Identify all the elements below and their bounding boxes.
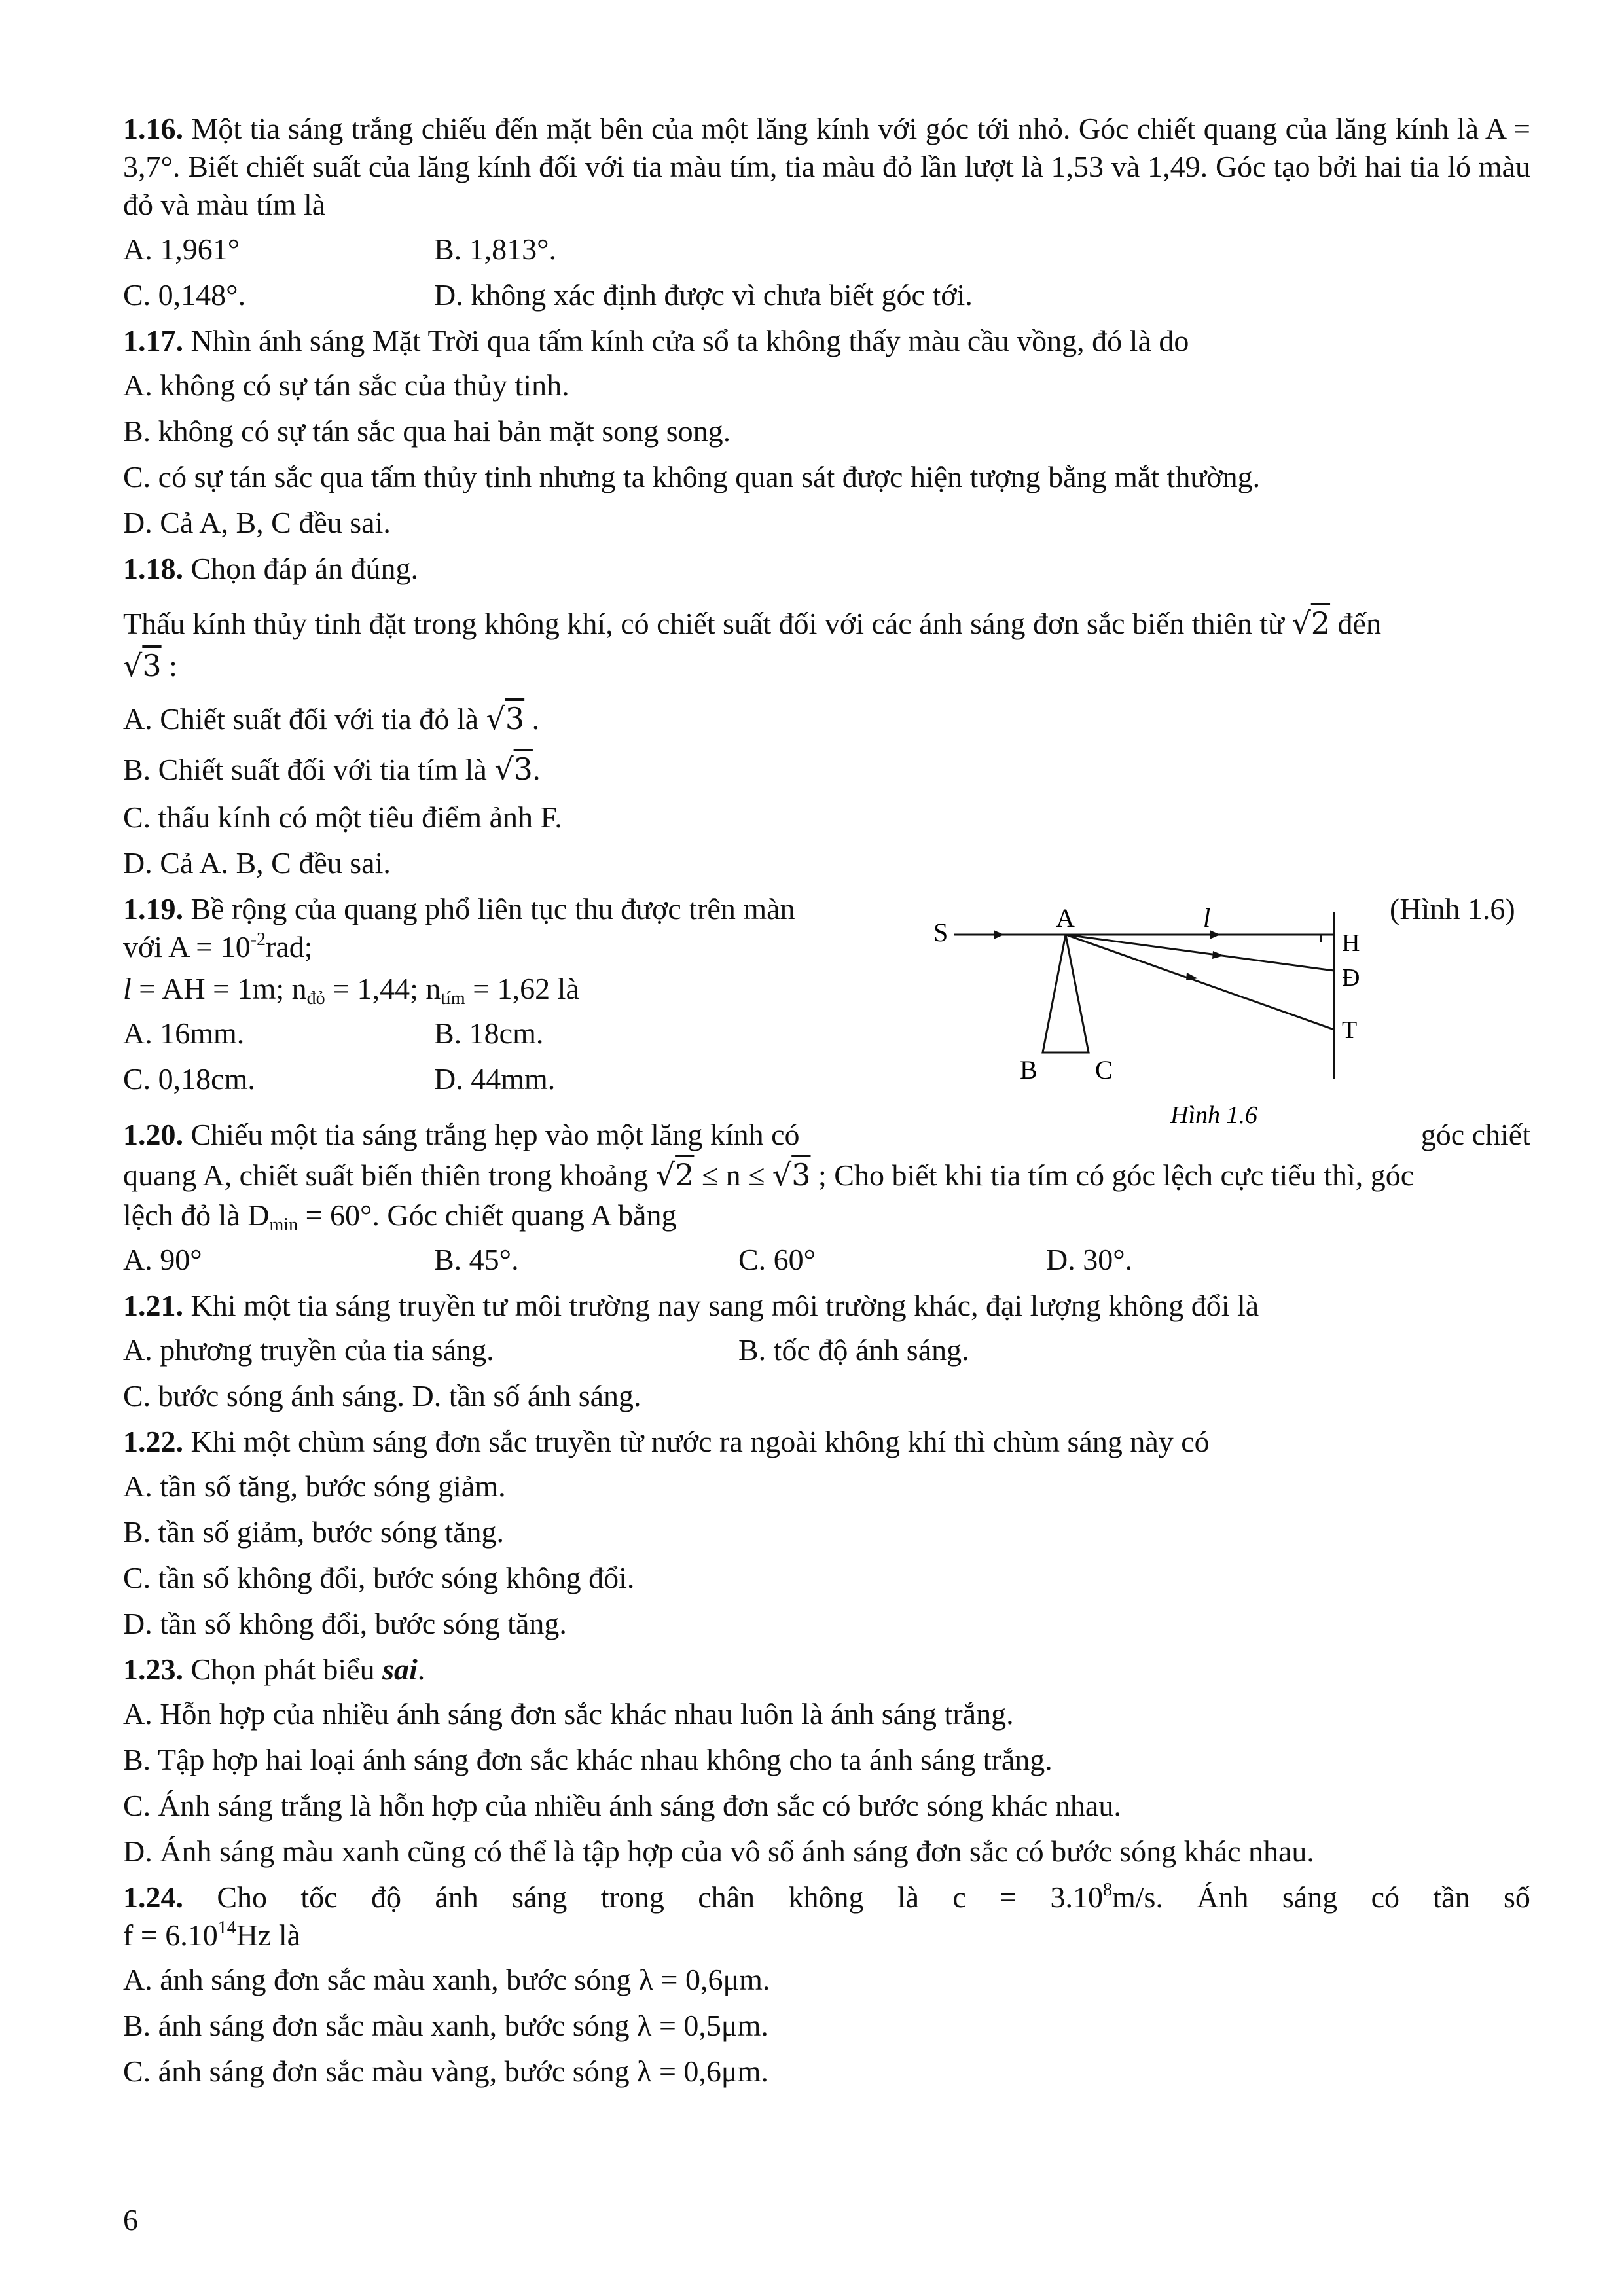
- question-number: 1.17.: [123, 324, 183, 357]
- option-a: A. 16mm.: [123, 1016, 245, 1050]
- word: có: [1371, 1880, 1400, 1914]
- arrow-icon: [994, 930, 1004, 939]
- page-number: 6: [123, 2203, 138, 2236]
- option-c: C. bước sóng ánh sáng.: [123, 1379, 405, 1412]
- superscript: 14: [217, 1918, 236, 1938]
- sqrt-3: √3: [494, 751, 533, 787]
- option-b: B. 1,813°.: [434, 232, 557, 266]
- option-a: A. ánh sáng đơn sắc màu xanh, bước sóng λ = 0,6μm.: [123, 1963, 770, 1996]
- sqrt-3: √3: [772, 1157, 811, 1193]
- word: Ánh: [1197, 1880, 1249, 1914]
- superscript: 8: [1102, 1880, 1112, 1900]
- option-c: C. thấu kính có một tiêu điểm ảnh F.: [123, 800, 562, 834]
- question-1-21: [123, 1287, 1530, 1325]
- word: Cho: [217, 1880, 268, 1914]
- option-c: C. 0,148°.: [123, 278, 246, 312]
- question-1-23: [123, 1651, 1530, 1689]
- label-s: S: [933, 918, 948, 947]
- emphasis: sai: [382, 1653, 418, 1686]
- option-b: B. tốc độ ánh sáng.: [738, 1333, 969, 1367]
- option-d: D. không xác định được vì chưa biết góc tới.: [434, 278, 973, 312]
- text: Hz là: [236, 1918, 301, 1952]
- sqrt-2: √2: [1291, 605, 1331, 641]
- question-number: 1.16.: [123, 112, 183, 145]
- option-a: [123, 698, 1530, 740]
- word: số: [1503, 1880, 1530, 1914]
- violet-ray: [1066, 935, 1334, 1030]
- options-row: [123, 1241, 1530, 1279]
- question-text: Chiếu một tia sáng trắng hẹp vào một lăng kính có: [190, 1118, 800, 1151]
- option-b: [123, 748, 1530, 791]
- question-number: 1.19.: [123, 892, 183, 925]
- question-number: 1.18.: [123, 552, 183, 585]
- option-c: C. có sự tán sắc qua tấm thủy tinh nhưng ta không quan sát được hiện tượng bằng mắt thường.: [123, 460, 1261, 493]
- question-text: Bề rộng của quang phổ liên tục thu được trên màn: [190, 892, 795, 925]
- question-line: [123, 970, 909, 1008]
- label-a: A: [1056, 903, 1075, 933]
- text: .: [417, 1653, 425, 1686]
- option-a: A. phương truyền của tia sáng.: [123, 1333, 494, 1367]
- text: ; Cho biết khi tia tím có góc lệch cực tiểu thì, góc: [818, 1158, 1415, 1192]
- text: = 1,44; n: [325, 972, 441, 1005]
- option-d: D. 44mm.: [434, 1062, 556, 1096]
- figure-caption: Hình 1.6: [1170, 1102, 1257, 1129]
- question-number: 1.20.: [123, 1118, 183, 1151]
- question-1-19-text: [123, 890, 909, 1106]
- question-1-22: [123, 1423, 1530, 1461]
- option-d: D. tần số không đổi, bước sóng tăng.: [123, 1607, 567, 1640]
- question-text: Chọn phát biểu: [190, 1653, 375, 1686]
- word: c: [952, 1880, 966, 1914]
- arrow-icon: [1212, 951, 1224, 959]
- question-text: Khi một tia sáng truyền tư môi trường nay sang môi trường khác, đại lượng không đổi là: [190, 1289, 1259, 1322]
- option-c: C. tần số không đổi, bước sóng không đổi.: [123, 1561, 635, 1594]
- arrow-icon: [1210, 930, 1220, 939]
- options-row: [123, 230, 1530, 268]
- symbol-l: l: [123, 972, 132, 1005]
- page-content: [123, 110, 1530, 2098]
- sqrt-2: √2: [655, 1157, 695, 1193]
- label-d: Đ: [1342, 964, 1360, 992]
- option-text: .: [532, 753, 541, 786]
- radicand: 2: [1310, 605, 1331, 641]
- question-line: [123, 1196, 1530, 1234]
- word: là: [897, 1880, 920, 1914]
- radicand: 3: [142, 648, 162, 683]
- inequality: ≤ n ≤: [694, 1158, 772, 1192]
- question-text: Khi một chùm sáng đơn sắc truyền từ nước ra ngoài không khí thì chùm sáng này có: [190, 1425, 1210, 1458]
- word: =: [1000, 1880, 1017, 1914]
- option-d: D. Cả A. B, C đều sai.: [123, 846, 391, 880]
- option-text: A. Chiết suất đối với tia đỏ là: [123, 702, 479, 736]
- red-ray: [1066, 935, 1334, 971]
- option-d: D. Ánh sáng màu xanh cũng có thể là tập hợp của vô số ánh sáng đơn sắc có bước sóng khác nhau.: [123, 1835, 1314, 1868]
- subscript: đỏ: [306, 988, 325, 1009]
- option-b: B. ánh sáng đơn sắc màu xanh, bước sóng λ = 0,5μm.: [123, 2009, 768, 2042]
- option-b: B. 18cm.: [434, 1016, 544, 1050]
- text: rad;: [266, 930, 313, 963]
- question-line: [123, 890, 909, 928]
- option-b: B. Tập hợp hai loại ánh sáng đơn sắc khác nhau không cho ta ánh sáng trắng.: [123, 1743, 1053, 1776]
- stem-text: Thấu kính thủy tinh đặt trong không khí, có chiết suất đối với các ánh sáng đơn sắc biến thiên từ: [123, 607, 1284, 640]
- question-1-19: [123, 890, 1530, 1129]
- sqrt-3: √3: [486, 701, 525, 736]
- prism-figure: [928, 895, 1399, 1131]
- radicand: 3: [791, 1157, 811, 1193]
- word: tốc: [300, 1880, 338, 1914]
- label-b: B: [1020, 1055, 1038, 1085]
- option-d: D. tần số ánh sáng.: [412, 1379, 641, 1412]
- option-b: B. 45°.: [434, 1243, 519, 1276]
- question-1-24: [123, 1878, 1530, 1916]
- question-text: góc chiết: [1420, 1118, 1530, 1151]
- text: 3.10: [1050, 1880, 1103, 1914]
- word: ánh: [435, 1880, 478, 1914]
- options-row: [123, 1014, 909, 1052]
- subscript: min: [269, 1215, 298, 1235]
- radicand: 2: [675, 1157, 695, 1193]
- word: sáng: [512, 1880, 568, 1914]
- option-b: B. tần số giảm, bước sóng tăng.: [123, 1515, 505, 1549]
- label-l: l: [1203, 903, 1211, 933]
- option-a: A. 90°: [123, 1243, 202, 1276]
- question-stem: [123, 602, 1530, 687]
- speed-value: [1050, 1878, 1163, 1916]
- question-number: 1.24.: [123, 1880, 183, 1914]
- question-number: 1.21.: [123, 1289, 183, 1322]
- option-a: A. 1,961°: [123, 232, 240, 266]
- text: f = 6.10: [123, 1918, 218, 1952]
- option-d: D. Cả A, B, C đều sai.: [123, 506, 391, 539]
- option-text: .: [532, 702, 540, 736]
- option-c: C. ánh sáng đơn sắc màu vàng, bước sóng λ = 0,6μm.: [123, 2054, 768, 2088]
- sqrt-3: √3: [123, 648, 162, 683]
- question-1-16: [123, 110, 1530, 224]
- options-row: [123, 1377, 1530, 1415]
- word: độ: [370, 1880, 401, 1914]
- radicand: 3: [505, 701, 525, 736]
- text: = 60°. Góc chiết quang A bằng: [298, 1198, 677, 1232]
- arrow-icon: [1186, 973, 1198, 980]
- option-c: C. 60°: [738, 1243, 816, 1276]
- question-number: 1.22.: [123, 1425, 183, 1458]
- radicand: 3: [513, 751, 533, 787]
- stem-text: :: [169, 649, 177, 683]
- option-a: A. Hỗn hợp của nhiều ánh sáng đơn sắc khác nhau luôn là ánh sáng trắng.: [123, 1697, 1014, 1731]
- label-c: C: [1095, 1055, 1113, 1085]
- question-line: [123, 1154, 1530, 1196]
- text: quang A, chiết suất biến thiên trong khoảng: [123, 1158, 649, 1192]
- option-c: C. 0,18cm.: [123, 1062, 255, 1096]
- option-a: A. tần số tăng, bước sóng giảm.: [123, 1469, 506, 1503]
- word: không: [788, 1880, 864, 1914]
- option-c: C. Ánh sáng trắng là hỗn hợp của nhiều ánh sáng đơn sắc có bước sóng khác nhau.: [123, 1789, 1121, 1822]
- question-line: [123, 1916, 1530, 1954]
- label-t: T: [1342, 1016, 1358, 1044]
- question-1-17: [123, 322, 1530, 360]
- question-text: Nhìn ánh sáng Mặt Trời qua tấm kính cửa sổ ta không thấy màu cầu vồng, đó là do: [190, 324, 1189, 357]
- text: = AH = 1m; n: [131, 972, 307, 1005]
- option-a: A. không có sự tán sắc của thủy tinh.: [123, 368, 569, 402]
- prism: [1043, 935, 1089, 1052]
- option-d: D. 30°.: [1046, 1243, 1133, 1276]
- option-b: B. không có sự tán sắc qua hai bản mặt song song.: [123, 414, 731, 448]
- figure-reference: (Hình 1.6): [1390, 892, 1515, 925]
- option-text: B. Chiết suất đối với tia tím là: [123, 753, 487, 786]
- options-row: [123, 276, 1530, 314]
- superscript: -2: [250, 929, 266, 950]
- stem-text: đến: [1337, 607, 1381, 640]
- word: tần: [1433, 1880, 1470, 1914]
- question-text: Một tia sáng trắng chiếu đến mặt bên của một lăng kính với góc tới nhỏ. Góc chiết quang của lăng kính là A = 3,7°. Biết chiết suất của lăng kính đối với tia màu tím, tia màu đỏ lần lượt là 1,53 và 1,49. Góc tạo bởi hai tia ló màu đỏ và màu tím là: [123, 112, 1530, 221]
- text: m/s.: [1111, 1880, 1163, 1914]
- text: lệch đỏ là D: [123, 1198, 270, 1232]
- question-line: [123, 928, 909, 966]
- question-text: Chọn đáp án đúng.: [190, 552, 419, 585]
- word: trong: [600, 1880, 664, 1914]
- label-h: H: [1342, 929, 1360, 957]
- question-1-18: [123, 550, 1530, 588]
- subscript: tím: [441, 988, 465, 1009]
- text: = 1,62 là: [465, 972, 579, 1005]
- word: chân: [698, 1880, 755, 1914]
- word: sáng: [1282, 1880, 1338, 1914]
- question-number: 1.23.: [123, 1653, 183, 1686]
- options-row: [123, 1331, 1530, 1369]
- options-row: [123, 1060, 909, 1098]
- text: với A = 10: [123, 930, 251, 963]
